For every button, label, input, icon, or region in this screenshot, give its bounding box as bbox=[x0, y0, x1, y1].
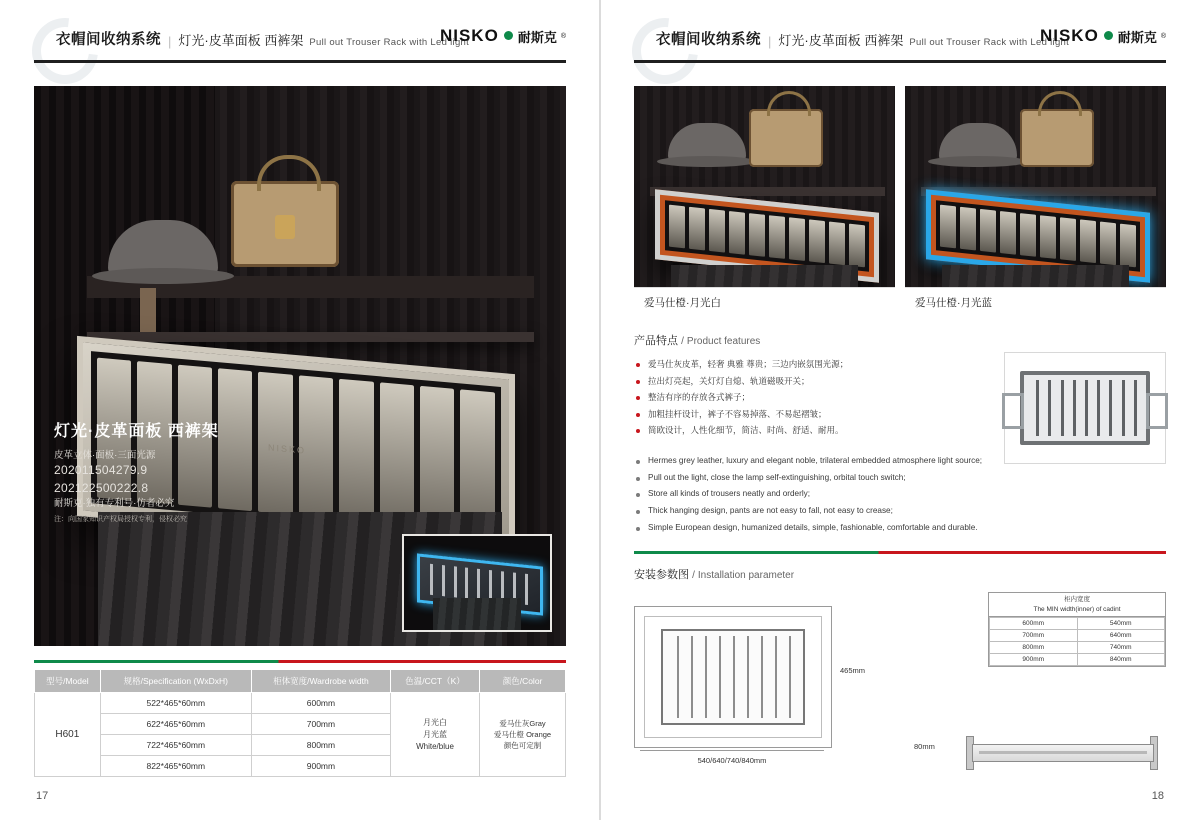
brand-logo bbox=[1040, 26, 1166, 46]
feature-item: 简欧设计，人性化细节，简洁、时尚、舒适、耐用。 bbox=[634, 422, 1166, 439]
feature-item-en: Store all kinds of trousers neatly and orderly; bbox=[634, 486, 1166, 503]
cell-model: H601 bbox=[35, 693, 101, 777]
color-2: 爱马仕橙 Orange bbox=[494, 729, 552, 739]
installation-section-title bbox=[634, 566, 1166, 582]
cell-cct bbox=[390, 693, 479, 777]
color-3: 颜色可定制 bbox=[503, 741, 542, 751]
color-1: 爱马仕灰Gray bbox=[499, 718, 546, 728]
photo-orange-white bbox=[634, 86, 895, 316]
feature-item-en: Simple European design, humanized details, simple, fashionable, comfortable and durable. bbox=[634, 520, 1166, 537]
inner-table-title-cn: 柜内宽度 bbox=[1064, 595, 1090, 603]
feature-item: 整洁有序的存放各式裤子； bbox=[634, 389, 1166, 406]
page-number-left: 17 bbox=[36, 790, 49, 802]
features-en-list bbox=[634, 453, 1166, 537]
brand-dot-icon bbox=[1104, 31, 1113, 40]
right-page-header bbox=[634, 16, 1166, 78]
th-model: 型号/Model bbox=[35, 670, 101, 693]
header-rule bbox=[34, 60, 566, 63]
cell-spec: 522*465*60mm bbox=[100, 693, 251, 714]
handbag-prop bbox=[1020, 109, 1094, 167]
specification-table bbox=[34, 669, 566, 777]
th-cct: 色温/CCT（K） bbox=[390, 670, 479, 693]
table-row bbox=[990, 630, 1165, 642]
dimension-depth: 465mm bbox=[840, 665, 866, 675]
rack-bars bbox=[665, 200, 869, 271]
rack-logo-emboss: NISKO bbox=[268, 442, 307, 457]
header-rule bbox=[634, 60, 1166, 63]
rack-outline bbox=[1020, 371, 1150, 445]
features-cn-list bbox=[634, 356, 1166, 439]
header-title-cn: 衣帽间收纳系统 bbox=[656, 32, 761, 48]
feature-item-en: Pull out the light, close the lamp self-extinguishing, orbital touch switch; bbox=[634, 470, 1166, 487]
caption-patent-1: 202011504279.9 bbox=[54, 463, 148, 478]
trademark-icon: ® bbox=[1160, 32, 1166, 40]
cell-spec: 822*465*60mm bbox=[100, 756, 251, 777]
features-title-cn: 产品特点 bbox=[634, 335, 678, 347]
caption-patent-2: 202122500222.8 bbox=[54, 480, 149, 495]
inner-table-title-en: The MIN width(inner) of cadint bbox=[1033, 605, 1121, 613]
install-title-cn: 安装参数图 bbox=[634, 568, 689, 581]
cabinet-width: 800mm bbox=[990, 642, 1078, 654]
feature-item: 拉出灯亮起，关灯灯自熄、轨道磁吸开关； bbox=[634, 373, 1166, 390]
hat-stand-prop bbox=[140, 288, 156, 332]
brand-name-cn: 耐斯克 bbox=[1117, 29, 1157, 45]
cct-en: White/blue bbox=[416, 741, 454, 751]
install-title-sep: / bbox=[692, 569, 695, 581]
th-spec: 规格/Specification (WxDxH) bbox=[100, 670, 251, 693]
handbag-prop bbox=[749, 109, 823, 167]
section-divider bbox=[634, 551, 1166, 554]
cell-spec: 622*465*60mm bbox=[100, 714, 251, 735]
feature-item: 加粗挂杆设计，裤子不容易掉落、不易起褶皱； bbox=[634, 406, 1166, 423]
inner-width: 840mm bbox=[1077, 654, 1165, 666]
inset-trousers bbox=[433, 598, 521, 630]
bracket-right-icon bbox=[1146, 393, 1168, 429]
cell-width: 600mm bbox=[251, 693, 390, 714]
table-top-rule bbox=[34, 660, 566, 663]
right-page bbox=[600, 0, 1200, 820]
brand-name-cn: 耐斯克 bbox=[517, 29, 557, 45]
photo-caption bbox=[54, 418, 219, 524]
header-subtitle-en: Pull out Trouser Rack with Led light bbox=[909, 37, 1070, 48]
inset-photo bbox=[402, 534, 552, 632]
cell-width: 900mm bbox=[251, 756, 390, 777]
inner-width: 640mm bbox=[1077, 630, 1165, 642]
c-logo-icon bbox=[619, 5, 712, 98]
rack-top-view bbox=[661, 629, 805, 725]
cct-cn-1: 月光白 bbox=[423, 717, 448, 727]
c-logo-icon bbox=[19, 5, 112, 98]
th-width: 柜体宽度/Wardrobe width bbox=[251, 670, 390, 693]
table-row bbox=[990, 618, 1165, 630]
top-view-drawing bbox=[634, 606, 832, 748]
features-title-en: Product features bbox=[686, 336, 761, 347]
page-number-right: 18 bbox=[1151, 790, 1164, 802]
header-divider: | bbox=[768, 34, 772, 49]
table-row bbox=[35, 693, 566, 714]
inner-width: 540mm bbox=[1077, 618, 1165, 630]
brand-logo bbox=[440, 26, 566, 46]
brand-name: NISKO bbox=[1039, 26, 1099, 45]
brand-dot-icon bbox=[504, 31, 513, 40]
caption-note: 注：向国家知识产权局授权专利，侵权必究 bbox=[54, 516, 187, 523]
cabinet-width: 600mm bbox=[990, 618, 1078, 630]
caption-title: 灯光·皮革面板 西裤架 bbox=[54, 422, 219, 440]
cabinet-width: 700mm bbox=[990, 630, 1078, 642]
photo-caption-orange-blue: 爱马仕橙·月光蓝 bbox=[905, 287, 1166, 316]
feature-item-en: Thick hanging design, pants are not easy to fall, not easy to crease; bbox=[634, 503, 1166, 520]
feature-item-en: Hermes grey leather, luxury and elegant noble, trilateral embedded atmosphere light source; bbox=[634, 453, 1166, 470]
main-product-photo bbox=[34, 86, 566, 646]
side-view-drawing bbox=[914, 718, 1158, 782]
photo-caption-orange-white: 爱马仕橙·月光白 bbox=[634, 287, 895, 316]
install-title-en: Installation parameter bbox=[697, 569, 795, 581]
table-header-row bbox=[35, 670, 566, 693]
product-line-drawing-thumb bbox=[1004, 352, 1166, 464]
caption-line1: 皮革立体·面板·三面光源 bbox=[54, 449, 156, 461]
inner-width: 740mm bbox=[1077, 642, 1165, 654]
brand-name: NISKO bbox=[439, 26, 499, 45]
trademark-icon: ® bbox=[560, 32, 566, 40]
features-section-title bbox=[634, 332, 1166, 348]
left-page-header bbox=[34, 16, 566, 78]
cabinet-width: 900mm bbox=[990, 654, 1078, 666]
handbag-prop bbox=[231, 181, 339, 267]
header-subtitle-en: Pull out Trouser Rack with Led light bbox=[309, 37, 470, 48]
features-title-sep: / bbox=[681, 336, 684, 347]
cell-width: 700mm bbox=[251, 714, 390, 735]
photo-orange-blue bbox=[905, 86, 1166, 316]
header-subtitle-cn: 灯光·皮革面板 西裤架 bbox=[778, 33, 904, 48]
th-color: 颜色/Color bbox=[480, 670, 566, 693]
rack-bars bbox=[936, 200, 1140, 271]
table-row bbox=[990, 654, 1165, 666]
product-photo-gallery bbox=[634, 86, 1166, 316]
cct-cn-2: 月光蓝 bbox=[423, 729, 448, 739]
installation-drawings bbox=[634, 592, 1166, 792]
specification-table-wrap bbox=[34, 660, 566, 777]
header-divider: | bbox=[168, 34, 172, 49]
cell-color bbox=[480, 693, 566, 777]
inner-width-table bbox=[988, 592, 1166, 668]
header-subtitle-cn: 灯光·皮革面板 西裤架 bbox=[178, 33, 304, 48]
cell-spec: 722*465*60mm bbox=[100, 735, 251, 756]
feature-item: 爱马仕灰皮革，轻奢 典雅 尊贵；三边内嵌氛围光源； bbox=[634, 356, 1166, 373]
bracket-left-icon bbox=[1002, 393, 1024, 429]
dimension-width: 540/640/740/840mm bbox=[634, 756, 830, 765]
rack-side-profile bbox=[972, 744, 1154, 762]
cell-width: 800mm bbox=[251, 735, 390, 756]
caption-line2: 耐斯克·独有专利号·仿者必究 bbox=[54, 498, 175, 510]
dimension-height: 80mm bbox=[914, 741, 935, 751]
table-row bbox=[990, 642, 1165, 654]
wardrobe-shelf bbox=[87, 332, 534, 342]
header-title-cn: 衣帽间收纳系统 bbox=[56, 32, 161, 48]
